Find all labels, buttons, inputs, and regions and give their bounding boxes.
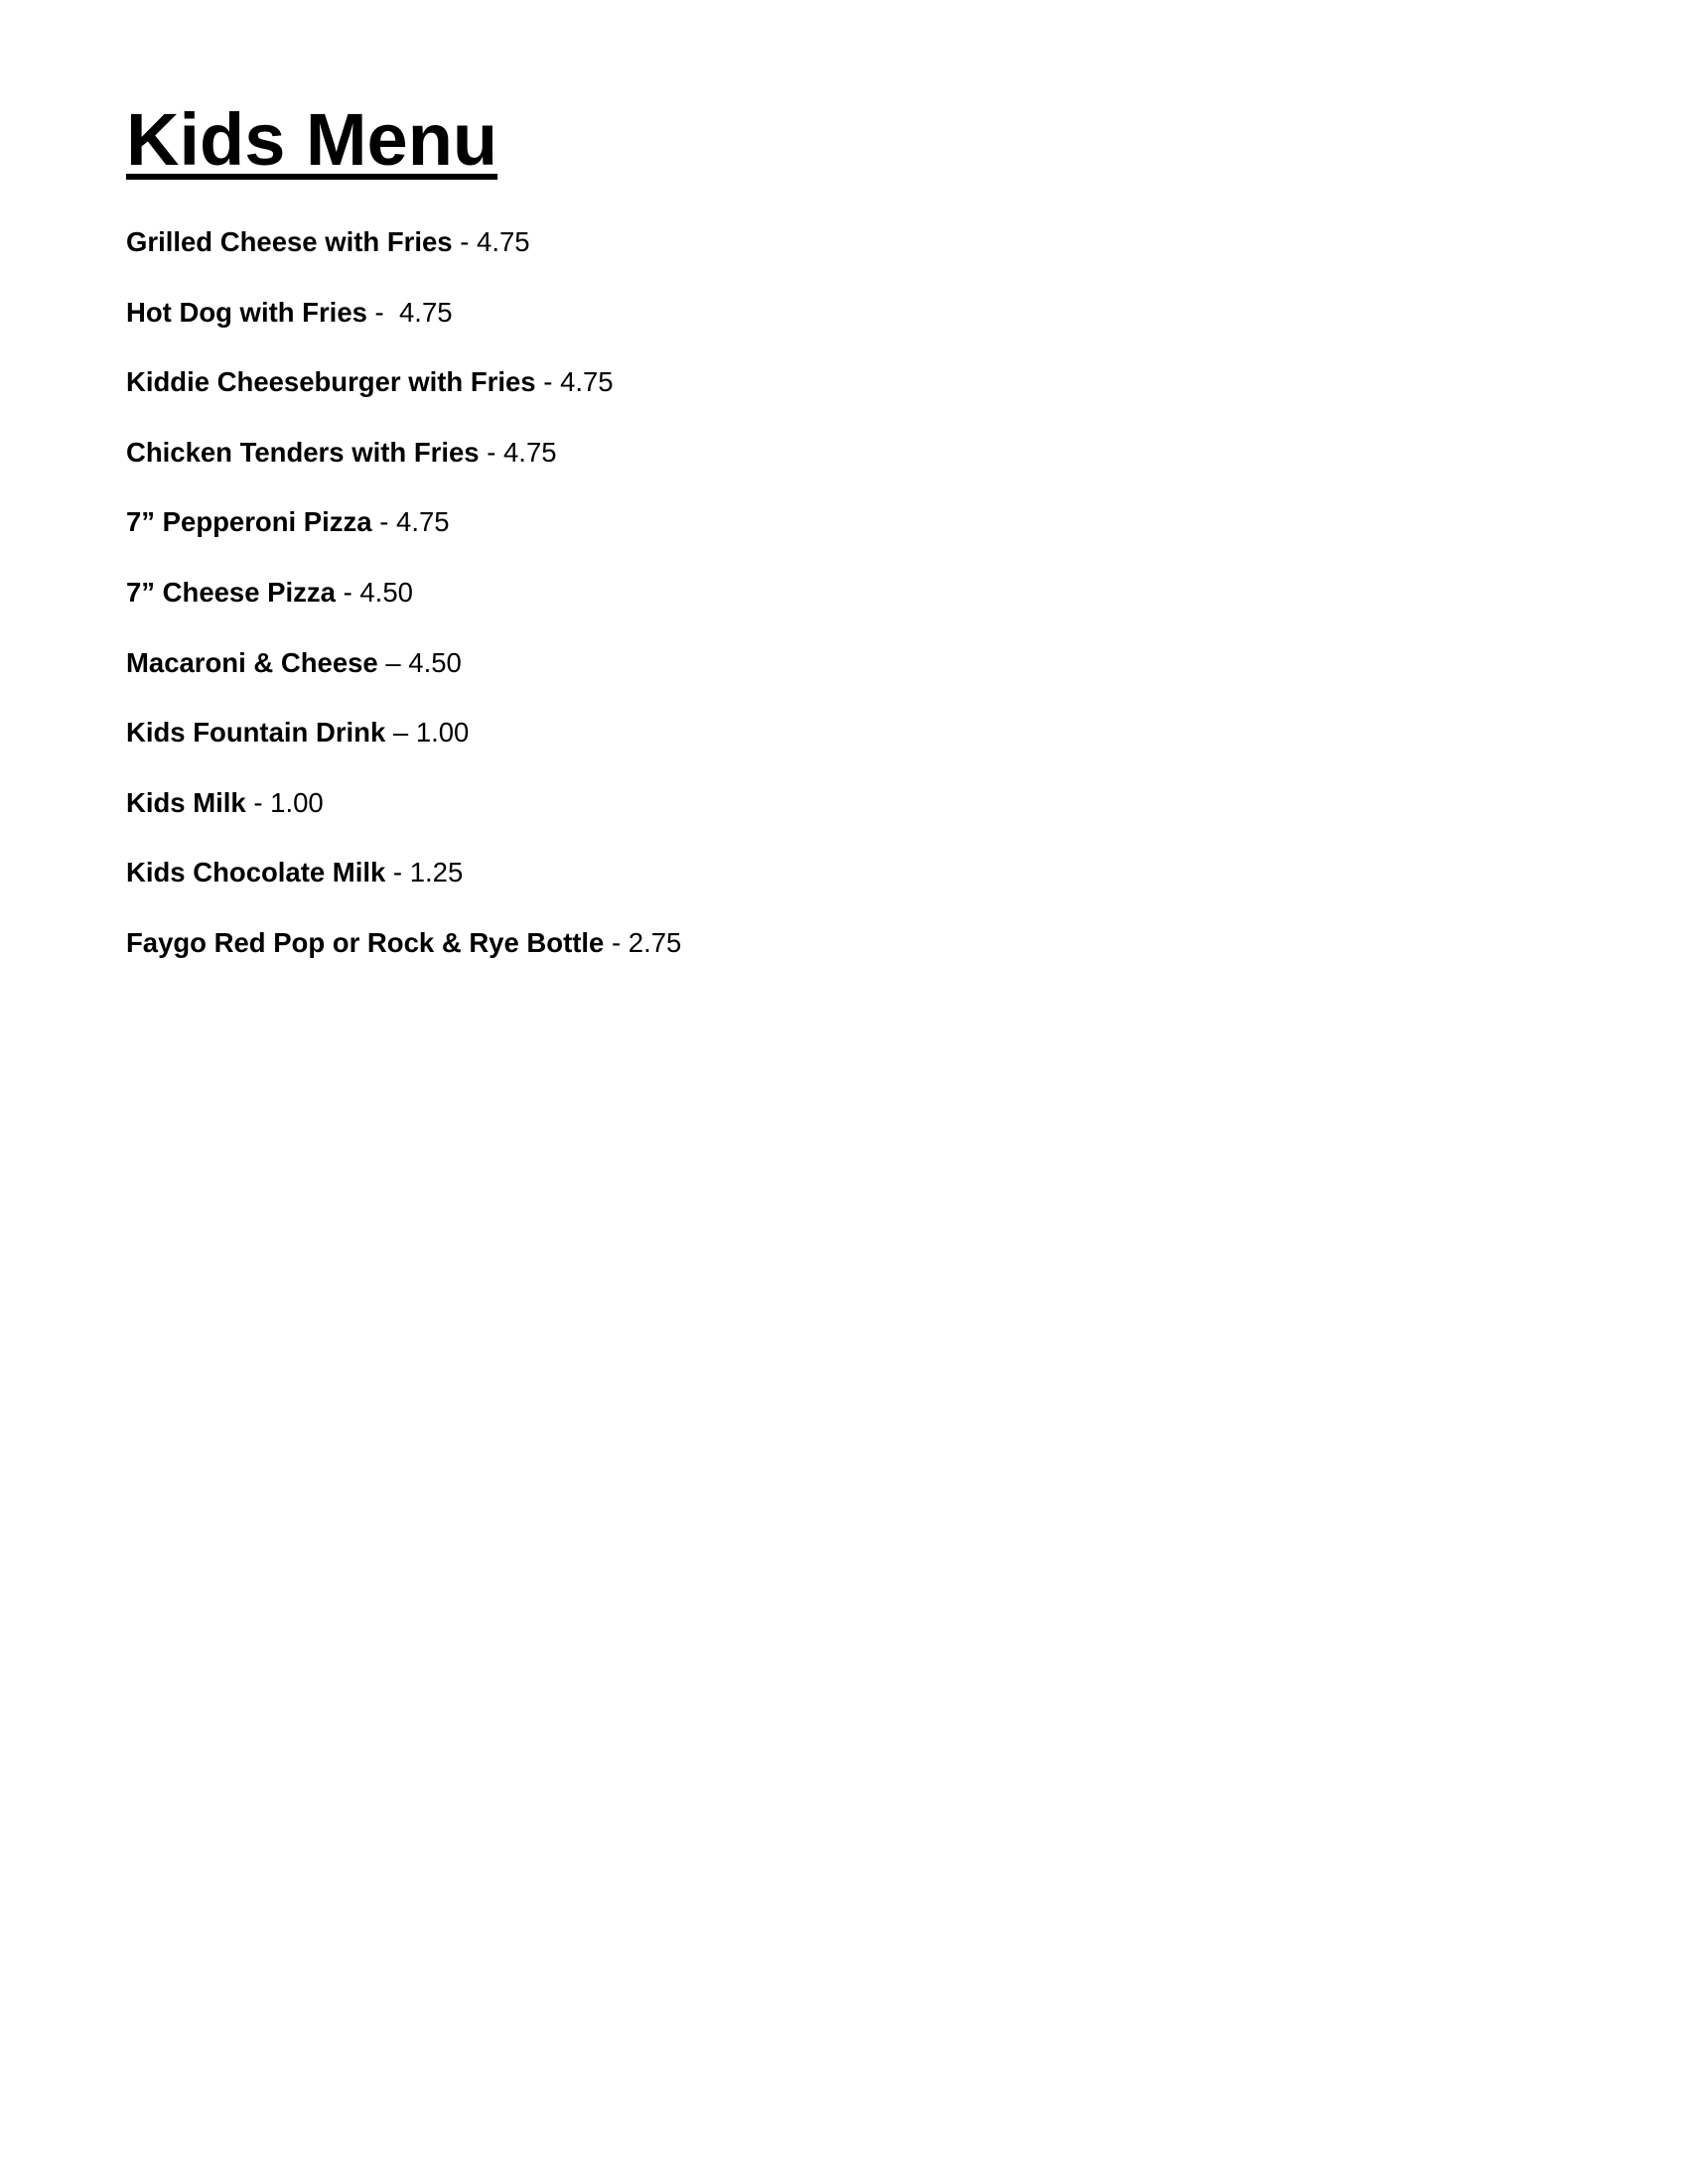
menu-item [126, 643, 681, 714]
item-price: 2.75 [628, 926, 682, 958]
menu-item [126, 573, 681, 643]
item-separator: - [335, 576, 360, 608]
item-name: Hot Dog with Fries [126, 296, 367, 328]
item-price: 1.00 [270, 786, 324, 818]
item-price: 4.75 [503, 436, 557, 468]
menu-list [126, 222, 681, 994]
menu-item [126, 502, 681, 573]
item-name: Faygo Red Pop or Rock & Rye Bottle [126, 926, 605, 958]
item-name: 7” Cheese Pizza [126, 576, 336, 608]
menu-item [126, 293, 681, 363]
item-name: Kids Milk [126, 786, 246, 818]
menu-item [126, 923, 681, 994]
menu-item [126, 362, 681, 433]
item-separator: - [535, 366, 561, 398]
item-name: Grilled Cheese with Fries [126, 226, 453, 257]
item-price: 4.75 [477, 226, 530, 257]
item-separator: - [385, 857, 410, 888]
item-separator: – [377, 646, 409, 678]
item-price: 4.75 [399, 296, 453, 328]
item-separator: - [245, 786, 271, 818]
item-separator: - [366, 296, 400, 328]
item-name: 7” Pepperoni Pizza [126, 506, 372, 538]
item-price: 4.50 [408, 646, 462, 678]
item-price: 1.00 [415, 717, 470, 749]
item-name: Kids Fountain Drink [126, 717, 386, 749]
item-price: 1.25 [409, 857, 464, 888]
item-separator: – [385, 717, 416, 749]
menu-item [126, 783, 681, 854]
menu-item [126, 713, 681, 783]
menu-item [126, 433, 681, 503]
item-separator: - [604, 926, 629, 958]
item-separator: - [479, 436, 504, 468]
item-name: Chicken Tenders with Fries [126, 436, 480, 468]
item-separator: - [371, 506, 397, 538]
item-price: 4.75 [560, 366, 614, 398]
item-separator: - [452, 226, 478, 257]
item-name: Macaroni & Cheese [126, 646, 378, 678]
item-price: 4.50 [359, 576, 413, 608]
menu-item [126, 853, 681, 923]
item-name: Kiddie Cheeseburger with Fries [126, 366, 536, 398]
page-title: Kids Menu [126, 98, 498, 181]
item-name: Kids Chocolate Milk [126, 857, 386, 888]
item-price: 4.75 [396, 506, 450, 538]
menu-item [126, 222, 681, 293]
